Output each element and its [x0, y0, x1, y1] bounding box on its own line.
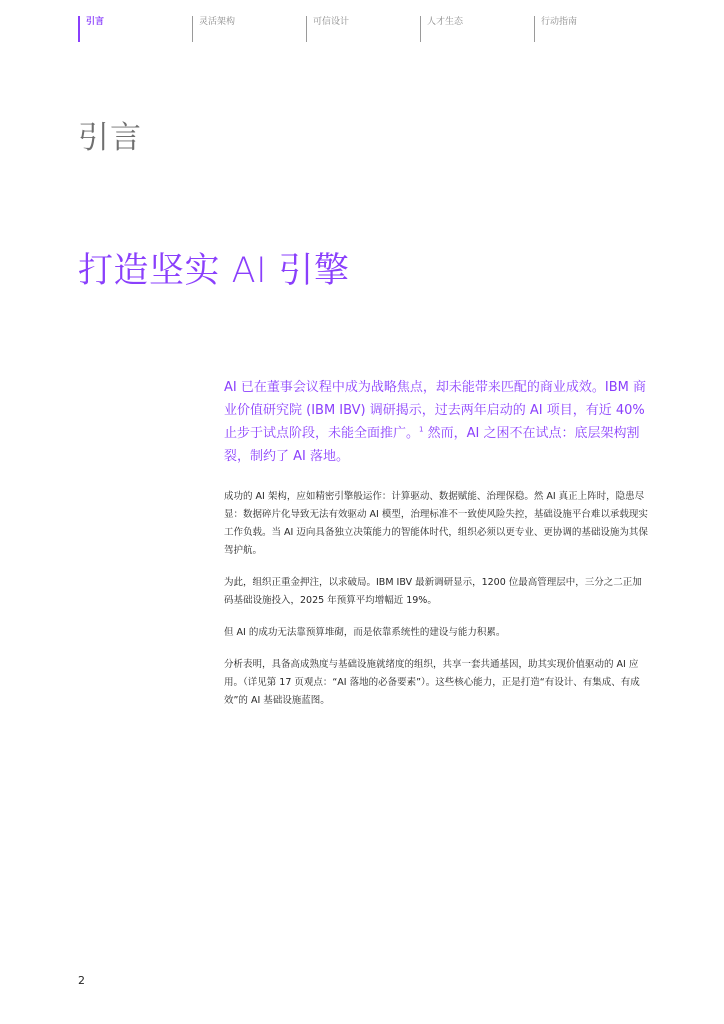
main-content — [224, 376, 648, 724]
body-paragraph: 分析表明，具备高成熟度与基础设施就绪度的组织，共享一套共通基因，助其实现价值驱动的 AI 应用。（详见第 17 页观点：“AI 落地的必备要素”）。这些核心能力，正是打造“有设计、有集成、有成效”的 AI 基础设施蓝图。 — [224, 659, 640, 706]
body-paragraph: 但 AI 的成功无法靠预算堆砌，而是依靠系统性的建设与能力积累。 — [224, 627, 506, 638]
nav-item-label: 行动指南 — [541, 17, 578, 27]
lead-text-continued: 然而，AI 之困不在试点：底层架构割裂，制约了 AI 落地。 — [224, 426, 640, 464]
body-paragraph: 为此，组织正重金押注，以求破局。IBM IBV 最新调研显示，1200 位最高管理层中，三分之二正加码基础设施投入，2025 年预算平均增幅近 19%。 — [224, 577, 642, 606]
top-navigation — [78, 16, 648, 42]
nav-item-label: 可信设计 — [313, 17, 350, 27]
nav-item-introduction[interactable] — [78, 16, 104, 42]
nav-item-label: 引言 — [86, 17, 105, 27]
page-headline: 打造坚实 AI 引擎 — [78, 251, 350, 291]
lead-paragraph — [224, 376, 648, 468]
section-title: 引言 — [78, 120, 142, 156]
footnote-reference[interactable]: 1 — [419, 425, 424, 434]
lead-text: AI 已在董事会议程中成为战略焦点，却未能带来匹配的商业成效。IBM 商业价值研究院 (IBM IBV) 调研揭示，过去两年启动的 AI 项目，有近 40% 止步于试点阶段，未能全面推广。 — [224, 380, 646, 441]
body-paragraph: 成功的 AI 架构，应如精密引擎般运作：计算驱动、数据赋能、治理保稳。然 AI 真正上阵时，隐患尽显：数据碎片化导致无法有效驱动 AI 模型，治理标准不一致使风险失控，基础设施平台难以承载现实工作负载。当 AI 迈向具备独立决策能力的智能体时代，组织必须以更专业、更协调的基础设施为其保驾护航。 — [224, 491, 648, 556]
nav-item-action-guide[interactable] — [534, 16, 577, 42]
nav-item-label: 人才生态 — [427, 17, 464, 27]
page-number: 2 — [78, 974, 85, 987]
nav-item-trusted-design[interactable] — [306, 16, 349, 42]
nav-item-flexible-architecture[interactable] — [192, 16, 235, 42]
nav-item-label: 灵活架构 — [199, 17, 236, 27]
nav-item-talent-ecosystem[interactable] — [420, 16, 463, 42]
